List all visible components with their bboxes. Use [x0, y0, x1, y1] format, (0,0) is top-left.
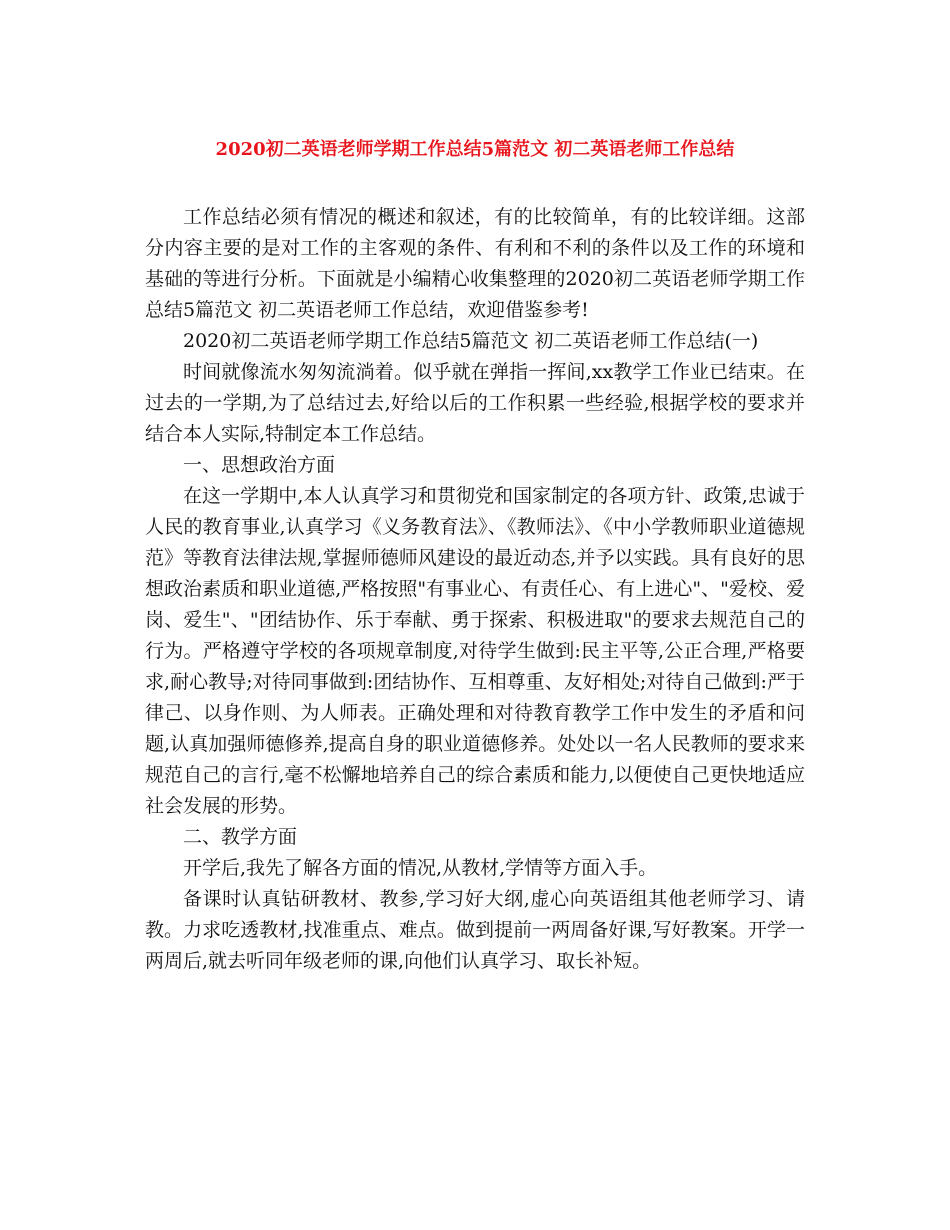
section-heading-political: 一、思想政治方面	[183, 454, 336, 476]
paragraph-subtitle: 2020初二英语老师学期工作总结5篇范文 初二英语老师工作总结(一)	[183, 330, 759, 352]
paragraph-political: 在这一学期中,本人认真学习和贯彻党和国家制定的各项方针、政策,忠诚于人民的教育事业,认真学习《义务教育法》、《教师法》、《中小学教师职业道德规范》等教育法律法规,掌握师德师风建设的最近动态,并予以实践。具有良好的思想政治素质和职业道德,严格按照"有事业心、有责任心、有上进心"、"爱校、爱岗、爱生"、"团结协作、乐于奉献、勇于探索、积极进取"的要求去规范自己的行为。严格遵守学校的各项规章制度,对待学生做到:民主平等,公正合理,严格要求,耐心教导;对待同事做到:团结协作、互相尊重、友好相处;对待自己做到:严于律己、以身作则、为人师表。正确处理和对待教育教学工作中发生的矛盾和问题,认真加强师德修养,提高自身的职业道德修养。处处以一名人民教师的要求来规范自己的言行,毫不松懈地培养自己的综合素质和能力,以便使自己更快地适应社会发展的形势。	[145, 485, 805, 817]
paragraph-lesson-prep: 备课时认真钻研教材、教参,学习好大纲,虚心向英语组其他老师学习、请教。力求吃透教材,找准重点、难点。做到提前一两周备好课,写好教案。开学一两周后,就去听同年级老师的课,向他们认真学习、取长补短。	[145, 888, 805, 972]
section-heading-teaching: 二、教学方面	[183, 826, 298, 848]
paragraph-intro: 工作总结必须有情况的概述和叙述，有的比较简单，有的比较详细。这部分内容主要的是对工作的主客观的条件、有利和不利的条件以及工作的环境和基础的等进行分析。下面就是小编精心收集整理的2020初二英语老师学期工作总结5篇范文 初二英语老师工作总结，欢迎借鉴参考!	[145, 206, 805, 321]
paragraph-teaching-start: 开学后,我先了解各方面的情况,从教材,学情等方面入手。	[183, 857, 658, 879]
document-title: 2020初二英语老师学期工作总结5篇范文 初二英语老师工作总结	[215, 139, 735, 160]
paragraph-opening: 时间就像流水匆匆流淌着。似乎就在弹指一挥间,xx教学工作业已结束。在过去的一学期,为了总结过去,好给以后的工作积累一些经验,根据学校的要求并结合本人实际,特制定本工作总结。	[145, 361, 805, 445]
document-body	[145, 202, 805, 977]
